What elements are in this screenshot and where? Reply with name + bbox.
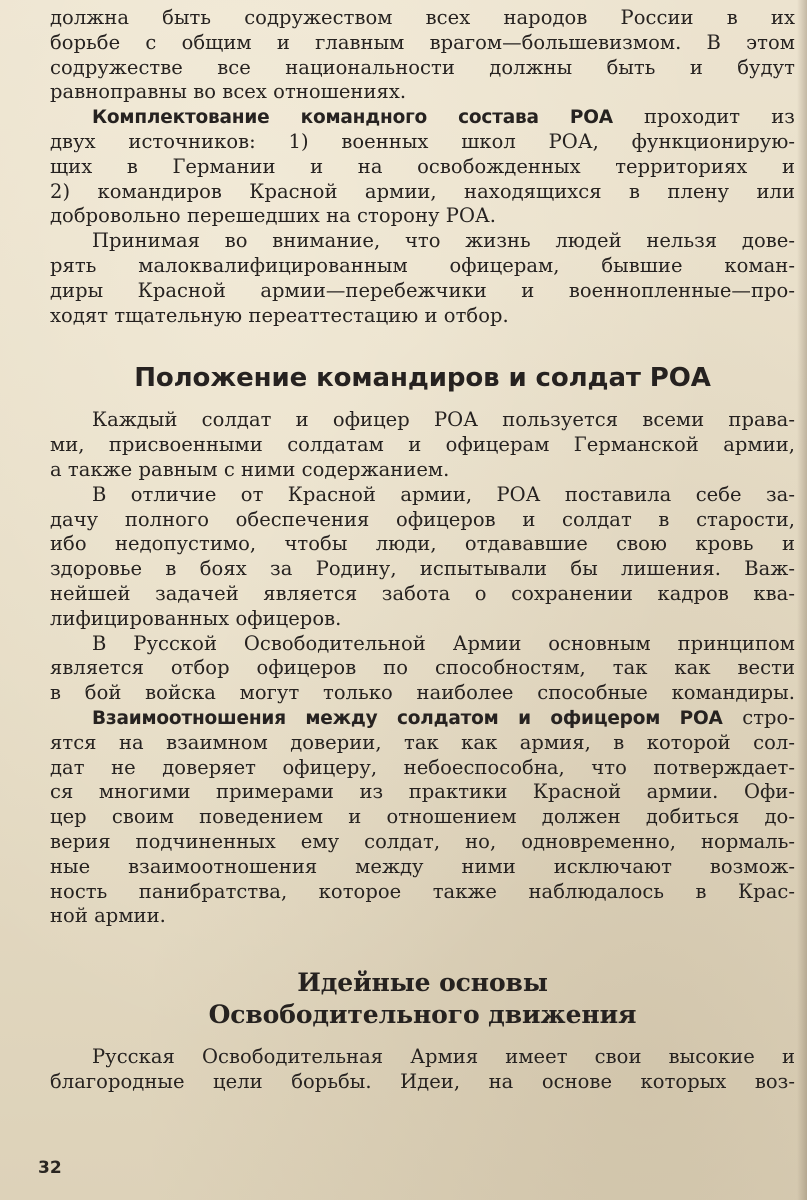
section1-paragraph-3 xyxy=(50,632,795,706)
text-line: ные взаимоотношения между ними исключают возмож- xyxy=(50,854,795,878)
bold-lead-phrase: Комплектование командного состава РОА xyxy=(92,107,613,129)
section-heading-block xyxy=(50,967,795,1031)
attestation-paragraph xyxy=(50,229,795,328)
text-line: верия подчиненных ему солдат, но, одновременно, нормаль- xyxy=(50,829,795,853)
section-heading-line: Идейные основы xyxy=(297,968,548,998)
page-number: 32 xyxy=(38,1158,62,1178)
text-line: здоровье в боях за Родину, испытывали бы лишения. Важ- xyxy=(50,557,795,581)
section1-paragraph-4 xyxy=(50,706,795,929)
text-fragment: проходит из xyxy=(644,105,795,129)
text-line: равноправны во всех отношениях. xyxy=(50,80,407,104)
text-line: дат не доверяет офицеру, небоеспособна, что потверждает- xyxy=(50,755,795,779)
text-line: благородные цели борьбы. Идеи, на основе которых воз- xyxy=(50,1069,795,1093)
text-line: лифицированных офицеров. xyxy=(50,606,342,630)
section-heading: Положение командиров и солдат РОА xyxy=(134,363,711,394)
text-line: ся многими примерами из практики Красной армии. Офи- xyxy=(50,780,795,804)
bold-lead-phrase: Взаимоотношения между солдатом и офицером РОА xyxy=(92,707,723,729)
text-line xyxy=(50,105,795,130)
text-line: щих в Германии и на освобожденных территориях и xyxy=(50,154,795,178)
text-line: нейшей задачей является забота о сохранении кадров ква- xyxy=(50,581,795,605)
text-line: а также равным с ними содержанием. xyxy=(50,457,450,481)
page-edge-shadow xyxy=(797,0,807,1200)
text-line: 2) командиров Красной армии, находящихся в плену или xyxy=(50,179,795,203)
section-heading-line: Освободительного движения xyxy=(208,1000,637,1030)
text-line: цер своим поведением и отношением должен добиться до- xyxy=(50,805,795,829)
text-line: ной армии. xyxy=(50,904,166,928)
text-line: Каждый солдат и офицер РОА пользуется всеми права- xyxy=(92,408,795,432)
text-line: должна быть содружеством всех народов России в их xyxy=(50,6,795,29)
intro-paragraph xyxy=(50,6,795,105)
text-line: В отличие от Красной армии, РОА поставила себе за- xyxy=(92,482,795,506)
section1-paragraph-1 xyxy=(50,408,795,482)
text-line: Принимая во внимание, что жизнь людей нельзя дове- xyxy=(92,229,795,253)
text-line: двух источников: 1) военных школ РОА, функционирую- xyxy=(50,129,795,153)
text-line xyxy=(50,706,795,731)
text-line: рять малоквалифицированным офицерам, бывшие коман- xyxy=(50,253,795,277)
section2-paragraph-1 xyxy=(50,1045,795,1095)
text-line: содружестве все национальности должны быть и будут xyxy=(50,55,795,79)
text-line: В Русской Освободительной Армии основным принципом xyxy=(92,631,795,655)
staffing-paragraph xyxy=(50,105,795,229)
text-line: ходят тщательную переаттестацию и отбор. xyxy=(50,303,509,327)
text-line: в бой войска могут только наиболее способные командиры. xyxy=(50,681,795,705)
text-line: ность панибратства, которое также наблюдалось в Крас- xyxy=(50,879,795,903)
text-line: является отбор офицеров по способностям, так как вести xyxy=(50,656,795,680)
text-line: добровольно перешедших на сторону РОА. xyxy=(50,204,497,228)
text-line: ми, присвоенными солдатам и офицерам Германской армии, xyxy=(50,433,795,457)
text-line: диры Красной армии—перебежчики и военнопленные—про- xyxy=(50,278,795,302)
text-line: дачу полного обеспечения офицеров и солдат в старости, xyxy=(50,507,795,531)
page-text xyxy=(50,6,795,1095)
text-fragment: стро- xyxy=(742,705,795,729)
text-line: ибо недопустимо, чтобы люди, отдававшие свою кровь и xyxy=(50,532,795,556)
section1-paragraph-2 xyxy=(50,483,795,632)
text-line: Русская Освободительная Армия имеет свои высокие и xyxy=(92,1045,795,1069)
text-line: ятся на взаимном доверии, так как армия, в которой сол- xyxy=(50,730,795,754)
text-line: борьбе с общим и главным врагом—большевизмом. В этом xyxy=(50,30,795,54)
